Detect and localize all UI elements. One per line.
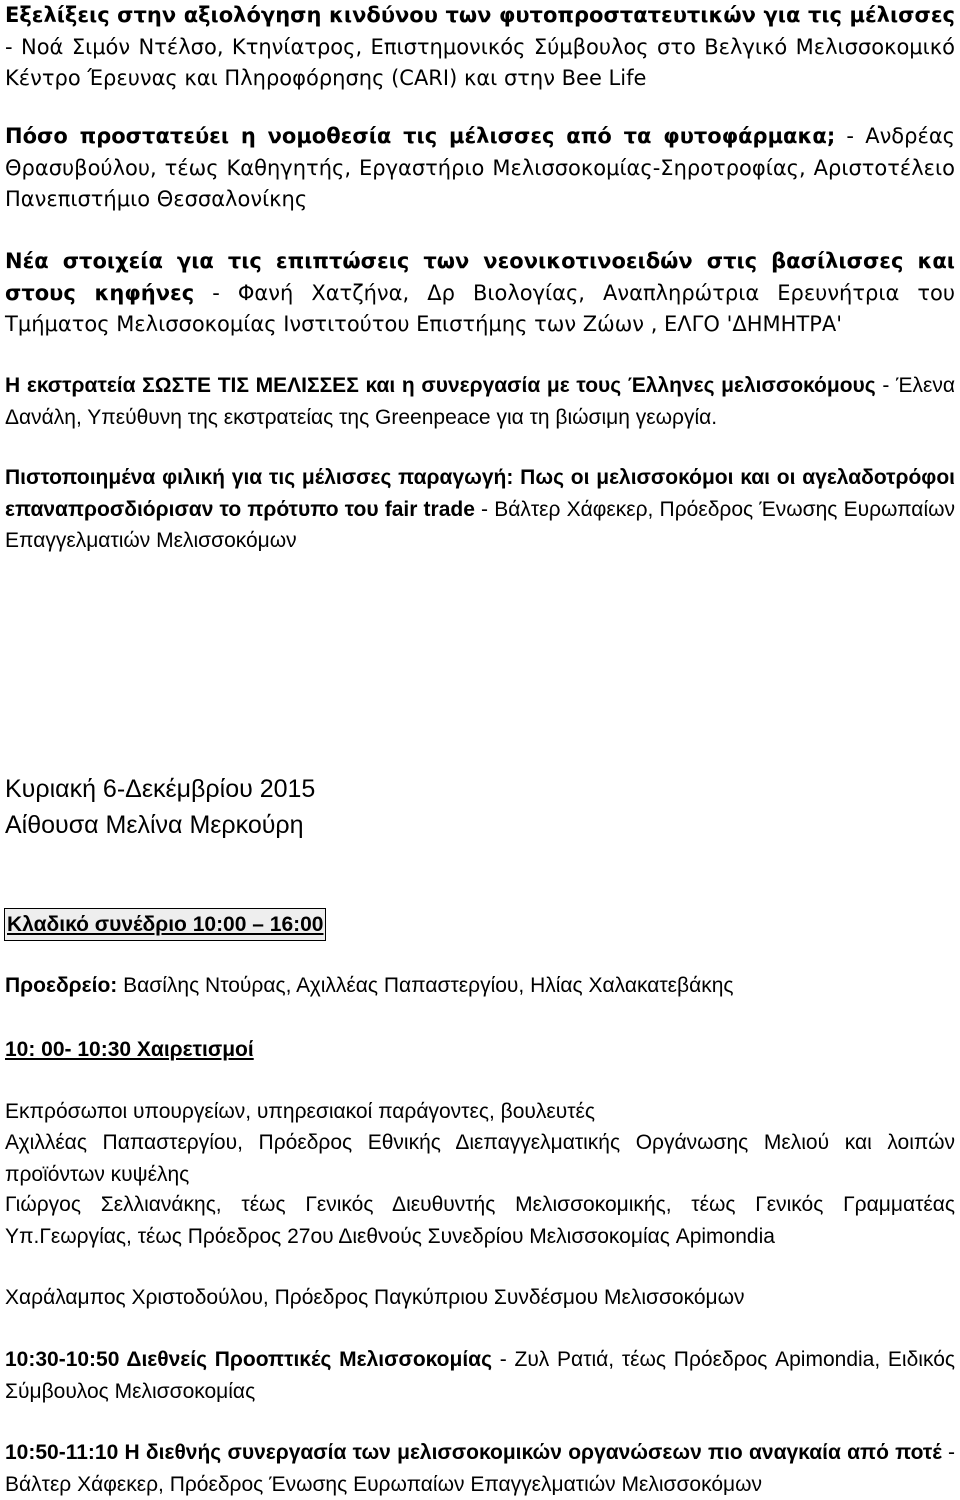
session-separator: - — [941, 1441, 955, 1464]
presidium-label: Προεδρείο: — [5, 974, 118, 997]
sector-session-title: Κλαδικό συνέδριο 10:00 – 16:00 — [4, 908, 326, 941]
talk-fair-trade — [5, 462, 955, 557]
session-speaker: Ζυλ Ρατιά, τέως Πρόεδρος Apimondia, Ειδικός Σύμβουλος Μελισσοκομίας — [5, 1348, 955, 1403]
welcome-line: Εκπρόσωποι υπουργείων, υπηρεσιακοί παράγοντες, βουλευτές — [5, 1100, 595, 1123]
welcome-line: Χαράλαμπος Χριστοδούλου, Πρόεδρος Παγκύπριου Συνδέσμου Μελισσοκόμων — [5, 1286, 745, 1309]
talk-separator: - — [474, 497, 495, 521]
welcome-line: Γιώργος Σελλιανάκης, τέως Γενικός Διευθυντής Μελισσοκομικής, τέως Γενικός Γραμματέας Υπ.Γεωργίας, τέως Πρόεδρος 27ου Διεθνούς Συνεδρίου Μελισσοκομίας Apimondia — [5, 1193, 955, 1248]
talk-title: Πόσο προστατεύει η νομοθεσία τις μέλισσες από τα φυτοφάρμακα; — [5, 124, 836, 148]
session-speaker: Βάλτερ Χάφεκερ, Πρόεδρος Ένωσης Ευρωπαίων Επαγγελματιών Μελισσοκόμων — [5, 1472, 763, 1496]
event-room: Αίθουσα Μελίνα Μερκούρη — [5, 811, 304, 839]
talk-speaker: Νοά Σιμόν Ντέλσο, Κτηνίατρος, Επιστημονικός Σύμβουλος στο Βελγικό Μελισσοκομικό Κέντρο Έρευνας και Πληροφόρησης (CARI) και στην Bee Life — [5, 34, 955, 90]
presidium — [5, 970, 955, 1002]
session-title: 10:30-10:50 Διεθνείς Προοπτικές Μελισσοκομίας — [5, 1348, 493, 1371]
event-date: Κυριακή 6-Δεκέμβρίου 2015 — [5, 775, 316, 803]
talk-title: Νέα στοιχεία για τις επιπτώσεις των νεονικοτινοειδών στις βασίλισσες και στους κηφήνες — [5, 249, 955, 305]
talk-separator: - — [194, 280, 238, 305]
talk-risk-assessment — [5, 0, 955, 95]
talk-speaker: Φανή Χατζήνα, Δρ Βιολογίας, Αναπληρώτρια Ερευνήτρια του Τμήματος Μελισσοκομίας Ινστιτούτου Επιστήμης των Ζώων , ΕΛΓΟ 'ΔΗΜΗΤΡΑ' — [5, 280, 955, 336]
talk-separator: - — [835, 124, 866, 148]
presidium-members: Βασίλης Ντούρας, Αχιλλέας Παπαστεργίου, Ηλίας Χαλακατεβάκης — [117, 974, 734, 997]
talk-title: Η εκστρατεία ΣΩΣΤΕ ΤΙΣ ΜΕΛΙΣΣΕΣ και η συνεργασία με τους Έλληνες μελισσοκόμους — [5, 374, 876, 397]
talk-legislation — [5, 121, 955, 216]
talk-title: Πιστοποιημένα φιλική για τις μέλισσες παραγωγή: Πως οι μελισσοκόμοι και οι αγελαδοτρόφοι επαναπροσδιόρισαν το πρότυπο του fair trade — [5, 466, 955, 521]
talk-title: Εξελίξεις στην αξιολόγηση κινδύνου των φυτοπροστατευτικών για τις μέλισσες — [5, 3, 955, 27]
session-international-prospects — [5, 1344, 955, 1407]
talk-separator: - — [875, 374, 897, 397]
session-separator: - — [492, 1348, 515, 1371]
talk-separator: - — [5, 34, 21, 59]
session-title: 10:50-11:10 Η διεθνής συνεργασία των μελισσοκομικών οργανώσεων πιο αναγκαία από ποτέ — [5, 1441, 942, 1464]
welcome-heading: 10: 00- 10:30 Χαιρετισμοί — [5, 1038, 254, 1061]
welcome-line: Αχιλλέας Παπαστεργίου, Πρόεδρος Εθνικής Διεπαγγελματικής Οργάνωσης Μελιού και λοιπών προϊόντων κυψέλης — [5, 1131, 955, 1186]
talk-speaker: Ανδρέας Θρασυβούλου, τέως Καθηγητής, Εργαστήριο Μελισσοκομίας-Σηροτροφίας, Αριστοτέλειο Πανεπιστήμιο Θεσσαλονίκης — [5, 124, 955, 211]
talk-speaker: Βάλτερ Χάφεκερ, Πρόεδρος Ένωσης Ευρωπαίων Επαγγελματιών Μελισσοκόμων — [5, 497, 956, 552]
talk-save-the-bees — [5, 370, 955, 433]
talk-speaker: Έλενα Δανάλη, Υπεύθυνη της εκστρατείας της Greenpeace για τη βιώσιμη γεωργία. — [5, 374, 955, 429]
session-international-cooperation — [5, 1437, 955, 1500]
talk-neonicotinoids — [5, 246, 955, 341]
